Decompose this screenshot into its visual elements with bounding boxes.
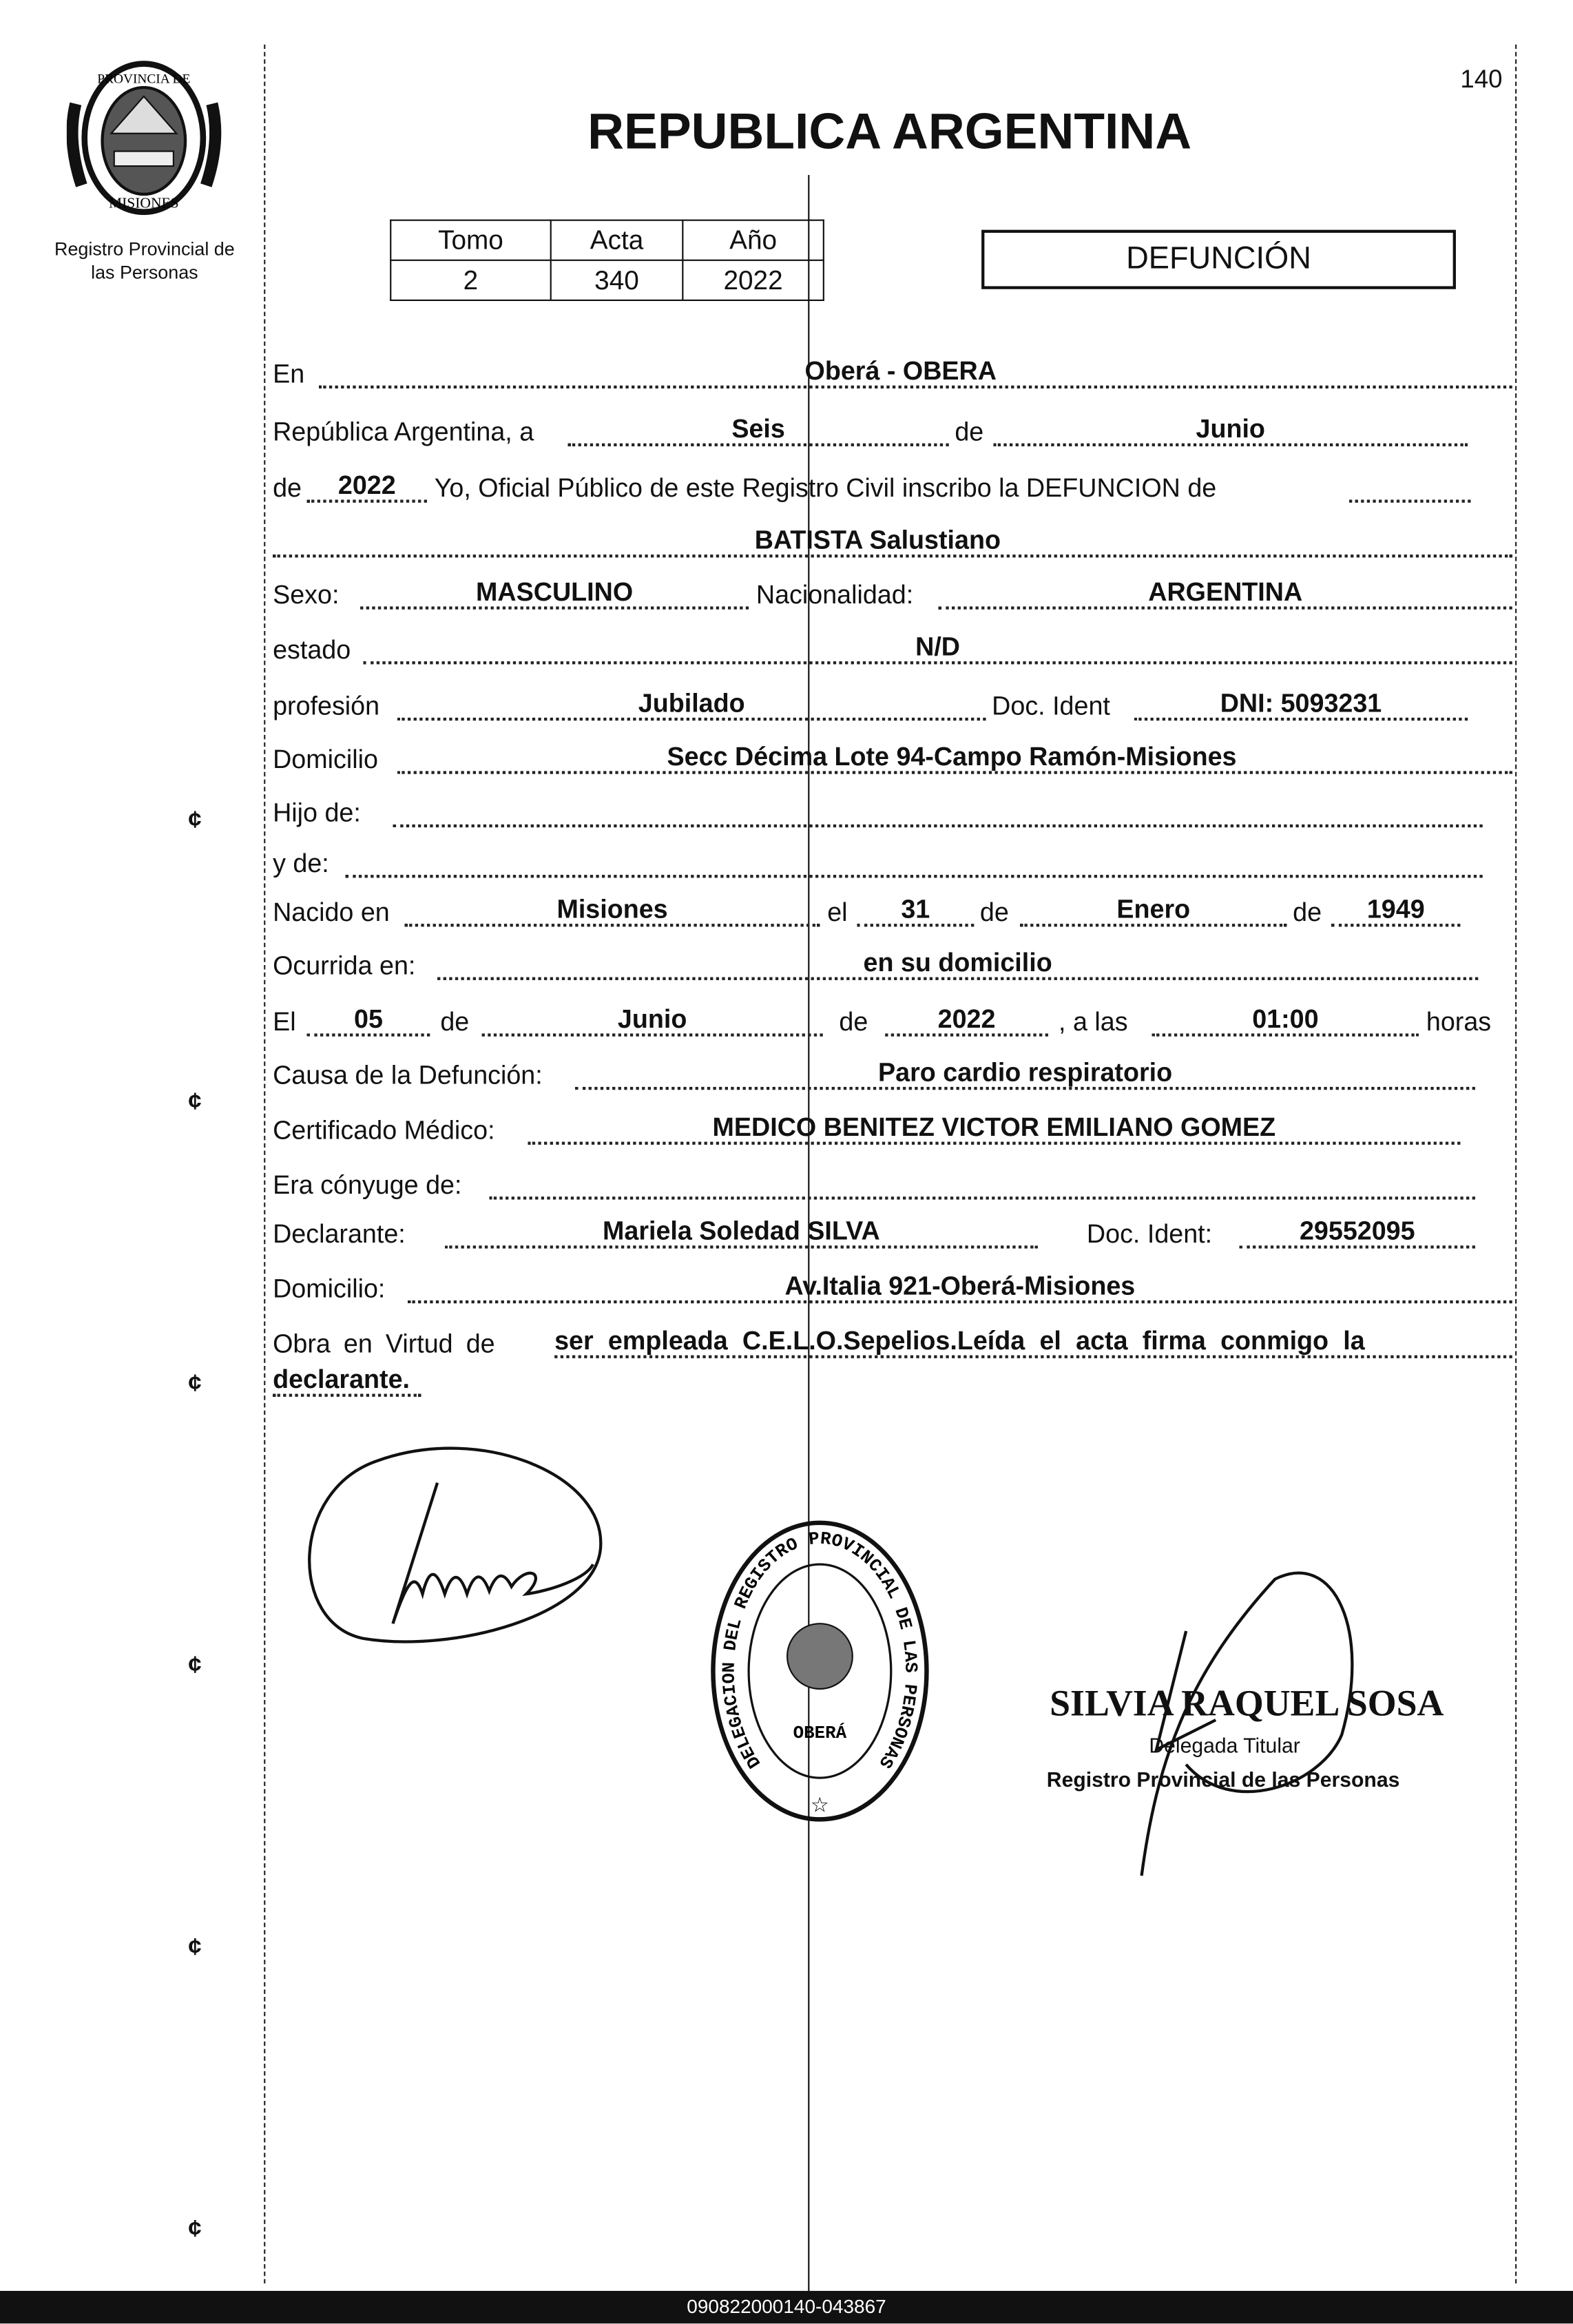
fecha-def-label: El: [273, 1006, 296, 1037]
anio-field: 2022: [307, 470, 427, 502]
header-anio: Año: [683, 220, 824, 260]
de-label: de: [955, 416, 984, 446]
ocurrida-field: en su domicilio: [437, 948, 1478, 980]
header-tomo: Tomo: [390, 220, 550, 260]
anio-label: de: [273, 473, 302, 503]
anio-trailing-field: [1349, 470, 1471, 502]
binder-mark: ¢: [188, 1090, 202, 1115]
domicilio-field: [397, 741, 1512, 774]
doc-ident-label: Doc. Ident: [992, 691, 1110, 721]
sexo-field: MASCULINO: [360, 577, 749, 609]
declarant-signature: [289, 1431, 616, 1661]
estado-label: estado: [273, 634, 351, 665]
registry-seal: [709, 1515, 931, 1834]
record-type-box: DEFUNCIÓN: [981, 230, 1456, 289]
logo-text-bottom: MISIONES: [108, 194, 179, 211]
fecha-def-mes-field: Junio: [482, 1004, 823, 1036]
right-margin-line: [1515, 45, 1517, 2284]
obra-field-line2: declarante.: [273, 1364, 421, 1396]
en-field: [319, 356, 1512, 388]
hijo-de-label: Hijo de:: [273, 798, 361, 828]
fecha-def-horas: horas: [1426, 1006, 1492, 1037]
ocurrida-label: Ocurrida en:: [273, 950, 416, 980]
logo-text-top: PROVINCIA DE: [97, 72, 191, 87]
sexo-label: Sexo:: [273, 579, 340, 610]
nacido-de2-label: de: [1293, 897, 1322, 927]
domicilio2-field: Av.Italia 921-Oberá-Misiones: [408, 1271, 1512, 1303]
official-office: Registro Provincial de las Personas: [1046, 1767, 1400, 1792]
obra-label: Obra en Virtud de: [273, 1328, 495, 1358]
domicilio-label: Domicilio: [273, 744, 378, 774]
nacido-mes-field: Enero: [1020, 894, 1286, 926]
binder-mark: ¢: [188, 808, 202, 833]
declarante-doc-label: Doc. Ident:: [1086, 1218, 1213, 1249]
declarante-label: Declarante:: [273, 1218, 406, 1249]
causa-field: Paro cardio respiratorio: [575, 1057, 1475, 1090]
y-de-label: y de:: [273, 848, 329, 878]
star-icon: ☆: [810, 1794, 829, 1817]
header-acta: Acta: [551, 220, 683, 260]
seal-city: OBERÁ: [793, 1722, 847, 1743]
estado-field: N/D: [363, 632, 1512, 664]
declarante-field: Mariela Soledad SILVA: [445, 1216, 1038, 1248]
record-table: [390, 220, 824, 301]
mes-field: Junio: [993, 414, 1468, 446]
domicilio2-label: Domicilio:: [273, 1274, 386, 1304]
deceased-name: BATISTA Salustiano: [754, 525, 1001, 555]
nacido-lugar-field: Misiones: [405, 894, 820, 926]
en-value: Oberá - OBERA: [804, 355, 997, 386]
doc-ident-field: DNI: 5093231: [1134, 688, 1468, 720]
dia-field: Seis: [567, 414, 948, 446]
official-name: SILVIA RAQUEL SOSA: [1050, 1684, 1444, 1725]
hijo-de-field: [393, 795, 1482, 827]
left-margin-line: [264, 45, 265, 2284]
binder-mark: ¢: [188, 1371, 202, 1397]
conyuge-label: Era cónyuge de:: [273, 1170, 462, 1200]
fecha-def-alas: , a las: [1059, 1006, 1128, 1037]
domicilio-value: Secc Décima Lote 94-Campo Ramón-Misiones: [667, 741, 1237, 771]
profesion-field: Jubilado: [397, 688, 986, 720]
nacionalidad-field: ARGENTINA: [939, 577, 1512, 609]
registro-text: Yo, Oficial Público de este Registro Civil inscribo la DEFUNCION de: [434, 473, 1217, 503]
page-number: 140: [1460, 65, 1503, 94]
causa-label: Causa de la Defunción:: [273, 1060, 543, 1090]
value-anio: 2022: [683, 260, 824, 300]
nacionalidad-label: Nacionalidad:: [756, 579, 914, 610]
certificado-label: Certificado Médico:: [273, 1114, 495, 1145]
value-acta: 340: [551, 260, 683, 300]
province-logo: [67, 59, 222, 216]
registry-line-2: las Personas: [91, 262, 198, 284]
binder-mark: ¢: [188, 2217, 202, 2242]
fecha-def-dia-field: 05: [307, 1004, 430, 1036]
fecha-def-de1: de: [440, 1006, 470, 1037]
y-de-field: [346, 845, 1483, 878]
profesion-label: profesión: [273, 691, 380, 721]
certificado-field: MEDICO BENITEZ VICTOR EMILIANO GOMEZ: [528, 1112, 1460, 1145]
declarante-doc-field: 29552095: [1240, 1216, 1475, 1248]
nacido-el-label: el: [827, 897, 848, 927]
registry-label: [30, 237, 260, 284]
nacido-anio-field: 1949: [1331, 894, 1460, 926]
deceased-name-field: [273, 525, 1512, 557]
binder-mark: ¢: [188, 1935, 202, 1960]
footer-bar: [0, 2291, 1573, 2323]
seal-text: DELEGACION DEL REGISTRO PROVINCIAL DE LAS PERSONAS: [718, 1528, 921, 1772]
conyuge-field: [489, 1167, 1475, 1199]
fecha-label: República Argentina, a: [273, 416, 534, 446]
barcode-text: 090822000140-043867: [687, 2295, 886, 2318]
binder-mark: ¢: [188, 1653, 202, 1679]
page-title: REPUBLICA ARGENTINA: [587, 103, 1192, 160]
official-title: Delegada Titular: [1149, 1733, 1300, 1757]
nacido-label: Nacido en: [273, 897, 390, 927]
obra-field-line1: ser empleada C.E.L.O.Sepelios.Leída el acta firma conmigo la: [554, 1326, 1512, 1358]
fecha-def-de2: de: [839, 1006, 868, 1037]
fecha-def-anio-field: 2022: [885, 1004, 1048, 1036]
value-tomo: 2: [390, 260, 550, 300]
nacido-dia-field: 31: [857, 894, 974, 926]
en-label: En: [273, 358, 305, 389]
fecha-def-hora-field: 01:00: [1152, 1004, 1419, 1036]
nacido-de1-label: de: [979, 897, 1009, 927]
registry-line-1: Registro Provincial de: [54, 238, 235, 260]
